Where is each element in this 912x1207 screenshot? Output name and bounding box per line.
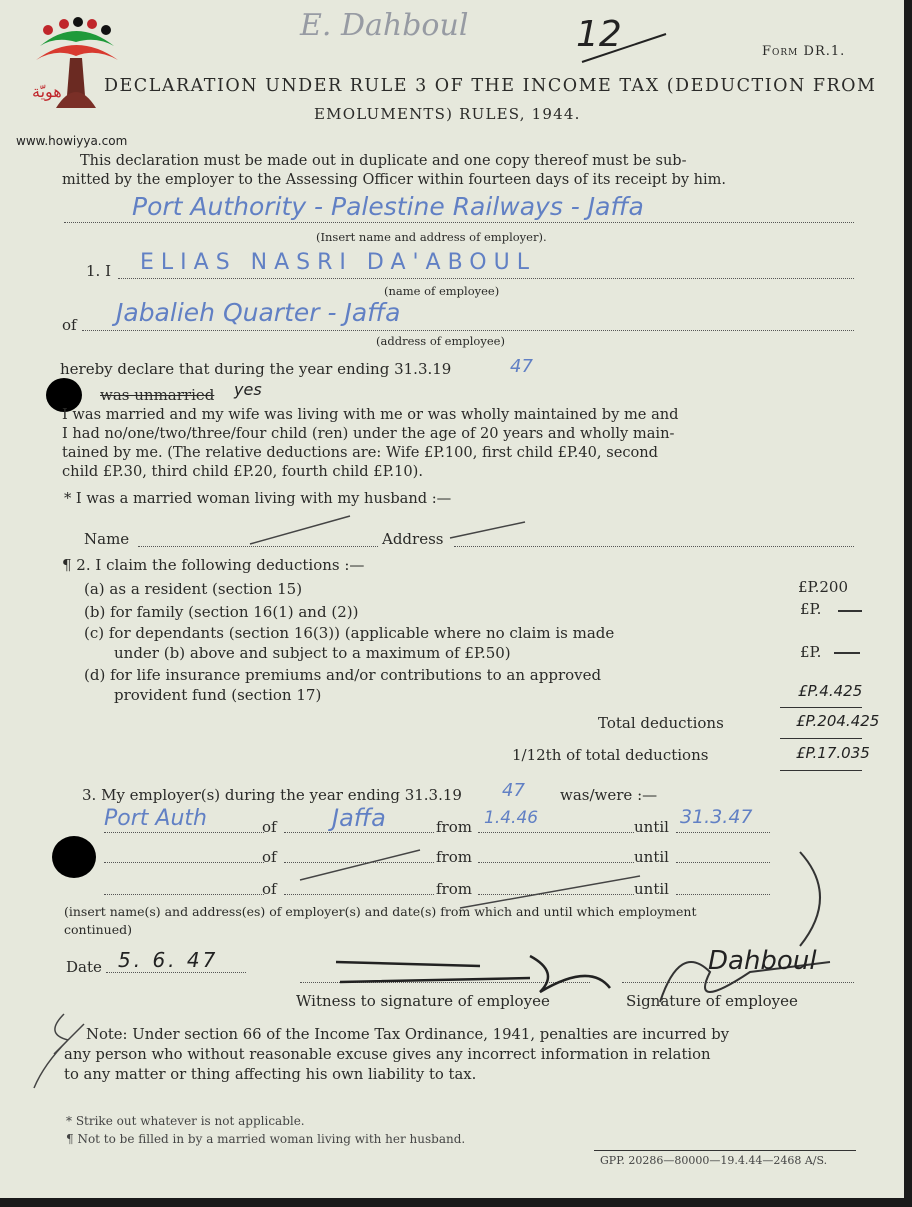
witness-label: Witness to signature of employee (296, 992, 550, 1010)
row1-from: from (436, 818, 472, 836)
note-line-3: to any matter or thing affecting his own liability to tax. (64, 1066, 477, 1083)
deduction-c-label-1: (c) for dependants (section 16(3)) (applicable where no claim is made (84, 624, 615, 642)
declare-text: hereby declare that during the year ending 31.3.19 (60, 360, 452, 378)
d-rule (780, 707, 862, 708)
employment-heading: 3. My employer(s) during the year ending 31.3.19 (82, 786, 462, 804)
employment-year: 47 (502, 780, 525, 801)
date-label: Date (66, 958, 102, 976)
married-line-4: child £P.30, third child £P.20, fourth child £P.10). (62, 463, 423, 480)
c-dash (834, 652, 860, 654)
row3-from: from (436, 880, 472, 898)
row1-of-value: Jaffa (332, 804, 386, 832)
employee-prefix: 1. I (86, 262, 112, 280)
logo-text: هويّة (32, 82, 62, 101)
deduction-d-label-2: provident fund (section 17) (114, 686, 322, 704)
address-value: Jabalieh Quarter - Jaffa (116, 298, 401, 327)
employment-heading-end: was/were :— (560, 786, 658, 804)
twelfth-rule (780, 770, 862, 771)
row1-from-dots (478, 832, 634, 833)
employer-caption: (Insert name and address of employer). (316, 230, 547, 244)
employment-caption-2: continued) (64, 922, 132, 937)
employment-caption-1: (insert name(s) and address(es) of employer(s) and date(s) from which and until which employment (64, 904, 697, 919)
name-label: Name (84, 530, 130, 548)
married-line-3: tained by me. (The relative deductions are: Wife £P.100, first child £P.40, second (62, 444, 659, 461)
row1-name-dots (104, 832, 264, 833)
number-stroke (580, 30, 670, 70)
twelfth-value: £P.17.035 (796, 744, 870, 762)
unmarried-mark: yes (234, 380, 262, 399)
declare-year: 47 (510, 356, 533, 377)
handwritten-number: 12 (576, 14, 622, 55)
row1-until-dots (676, 832, 770, 833)
row1-until: until (634, 818, 669, 836)
deduction-a-label: (a) as a resident (section 15) (84, 580, 303, 598)
employer-dotted-line (64, 222, 854, 223)
twelfth-label: 1/12th of total deductions (512, 746, 709, 764)
row2-name-dots (104, 862, 264, 863)
row1-from-value: 1.4.46 (484, 808, 539, 828)
married-woman-line: * I was a married woman living with my husband :— (64, 490, 452, 507)
deductions-heading: ¶ 2. I claim the following deductions :— (62, 556, 365, 574)
row2-from: from (436, 848, 472, 866)
tree-logo-icon (26, 16, 126, 116)
note-line-1: Note: Under section 66 of the Income Tax Ordinance, 1941, penalties are incurred by (86, 1026, 730, 1043)
title-line-2: EMOLUMENTS) RULES, 1944. (314, 105, 581, 123)
address-label: Address (382, 530, 444, 548)
employee-value: ELIAS NASRI DA'ABOUL (140, 250, 536, 275)
employer-value: Port Authority - Palestine Railways - Jaffa (132, 192, 644, 221)
watermark-url: www.howiyya.com (16, 134, 128, 148)
punch-hole-2 (52, 836, 96, 878)
row1-name: Port Auth (104, 806, 207, 831)
employee-caption: (name of employee) (384, 284, 500, 298)
printer-rule (594, 1150, 856, 1151)
row1-of-dots (284, 832, 434, 833)
margin-initial-scrawl (24, 1004, 104, 1094)
note-line-2: any person who without reasonable excuse gives any incorrect information in relation (64, 1046, 711, 1063)
deduction-d-label-1: (d) for life insurance premiums and/or contributions to an approved (84, 666, 602, 684)
handwritten-name: E. Dahboul (300, 8, 469, 43)
address-dotted-line (82, 330, 854, 331)
total-value: £P.204.425 (796, 712, 880, 730)
form-code: Form DR.1. (762, 44, 846, 59)
total-rule (780, 738, 862, 739)
married-line-1: I was married and my wife was living with me or was wholly maintained by me and (62, 406, 679, 423)
unmarried-text: was unmarried (100, 386, 215, 404)
deduction-d-value: £P.4.425 (798, 682, 863, 700)
row3-name-dots (104, 894, 264, 895)
deduction-b-value: £P. (800, 600, 822, 618)
intro-line-2: mitted by the employer to the Assessing Officer within fourteen days of its receipt by him. (62, 172, 726, 188)
row1-until-value: 31.3.47 (680, 806, 753, 828)
footnote-para: ¶ Not to be filled in by a married woman living with her husband. (66, 1132, 466, 1146)
row2-until: until (634, 848, 669, 866)
intro-line-1: This declaration must be made out in duplicate and one copy thereof must be sub- (80, 153, 687, 169)
deduction-a-value: £P.200 (798, 578, 848, 596)
row3-until: until (634, 880, 669, 898)
b-dash (838, 610, 862, 612)
deduction-c-label-2: under (b) above and subject to a maximum of £P.50) (114, 644, 511, 662)
strike-strokes (240, 510, 530, 550)
employee-dotted-line (118, 278, 854, 279)
employee-signature-label: Signature of employee (626, 992, 798, 1010)
date-dots (106, 972, 246, 973)
howiyya-logo (26, 16, 126, 134)
footnote-star: * Strike out whatever is not applicable. (66, 1114, 305, 1128)
total-label: Total deductions (598, 714, 724, 732)
address-prefix: of (62, 316, 77, 334)
employee-signature: Dahboul (708, 946, 817, 976)
printer-line: GPP. 20286—80000—19.4.44—2468 A/S. (600, 1154, 828, 1167)
married-line-2: I had no/one/two/three/four child (ren) under the age of 20 years and wholly main- (62, 425, 675, 442)
date-value: 5. 6. 47 (118, 948, 219, 972)
address-caption: (address of employee) (376, 334, 505, 348)
deduction-b-label: (b) for family (section 16(1) and (2)) (84, 603, 359, 621)
row3-of: of (262, 880, 277, 898)
deduction-c-value: £P. (800, 643, 822, 661)
row2-of: of (262, 848, 277, 866)
row1-of: of (262, 818, 277, 836)
title-line-1: DECLARATION UNDER RULE 3 OF THE INCOME TAX (DEDUCTION FROM (104, 76, 877, 96)
